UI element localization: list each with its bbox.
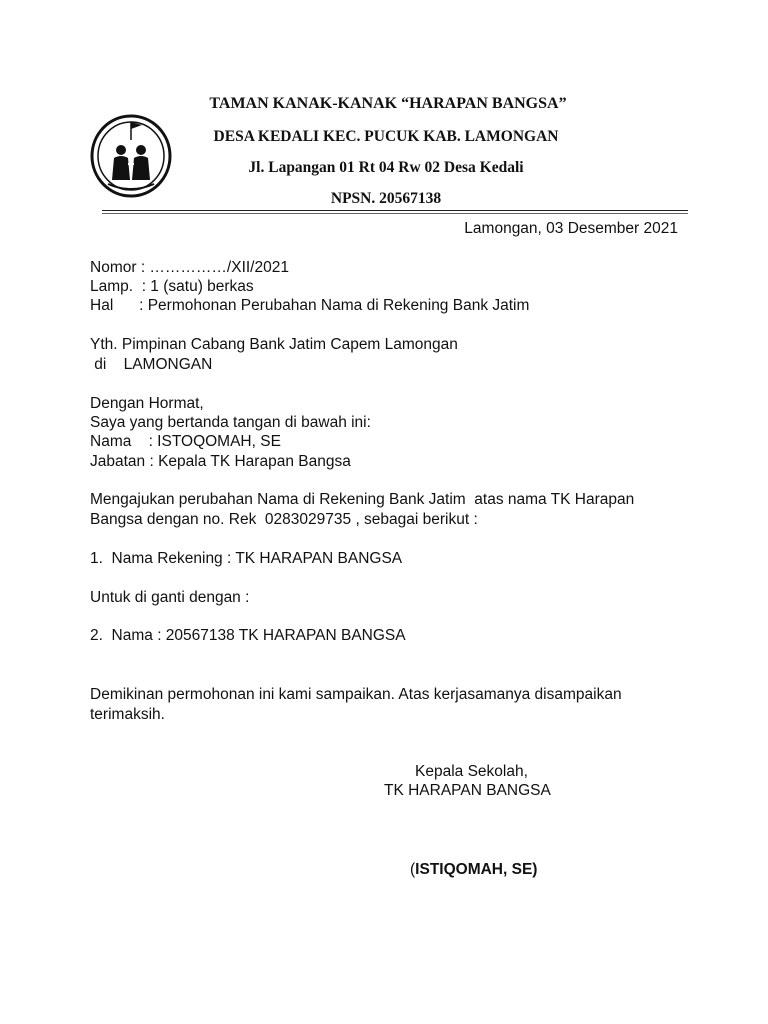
letterhead-divider-thin <box>102 213 688 214</box>
signature-title: Kepala Sekolah, <box>415 763 528 780</box>
letter-date: Lamongan, 03 Desember 2021 <box>464 220 678 237</box>
letter-greeting: Dengan Hormat, <box>90 395 204 412</box>
school-address: Jl. Lapangan 01 Rt 04 Rw 02 Desa Kedali <box>248 159 524 176</box>
letter-request-line-2: Bangsa dengan no. Rek 0283029735 , sebagai berikut : <box>90 511 478 528</box>
letter-signer-position-line: Jabatan : Kepala TK Harapan Bangsa <box>90 453 351 470</box>
letter-intro: Saya yang bertanda tangan di bawah ini: <box>90 414 371 431</box>
letter-replace-with: Untuk di ganti dengan : <box>90 589 250 606</box>
signature-name-text: ISTIQOMAH, SE) <box>415 861 538 878</box>
letter-nomor: Nomor : ……………/XII/2021 <box>90 259 289 276</box>
school-district: DESA KEDALI KEC. PUCUK KAB. LAMONGAN <box>213 128 559 145</box>
letter-signer-name-line: Nama : ISTOQOMAH, SE <box>90 433 281 450</box>
letter-recipient: Yth. Pimpinan Cabang Bank Jatim Capem Lamongan <box>90 336 458 353</box>
school-name: TAMAN KANAK-KANAK “HARAPAN BANGSA” <box>209 95 567 112</box>
signature-name-open-paren: ( <box>410 861 416 878</box>
letter-request-line-1: Mengajukan perubahan Nama di Rekening Bank Jatim atas nama TK Harapan <box>90 491 635 508</box>
letterhead-divider <box>102 210 688 211</box>
letter-recipient-city: di LAMONGAN <box>90 356 213 373</box>
letter-closing-line-2: terimaksih. <box>90 706 165 723</box>
signature-name <box>410 861 537 879</box>
school-emblem-icon <box>90 114 172 198</box>
signature-organization: TK HARAPAN BANGSA <box>384 782 551 799</box>
school-npsn: NPSN. 20567138 <box>330 190 442 207</box>
letter-item-2: 2. Nama : 20567138 TK HARAPAN BANGSA <box>90 627 406 644</box>
letter-subject: Hal : Permohonan Perubahan Nama di Rekening Bank Jatim <box>90 297 530 314</box>
letter-closing-line-1: Demikinan permohonan ini kami sampaikan. Atas kerjasamanya disampaikan <box>90 686 622 703</box>
letter-lampiran: Lamp. : 1 (satu) berkas <box>90 278 254 295</box>
letter-item-1: 1. Nama Rekening : TK HARAPAN BANGSA <box>90 550 403 567</box>
